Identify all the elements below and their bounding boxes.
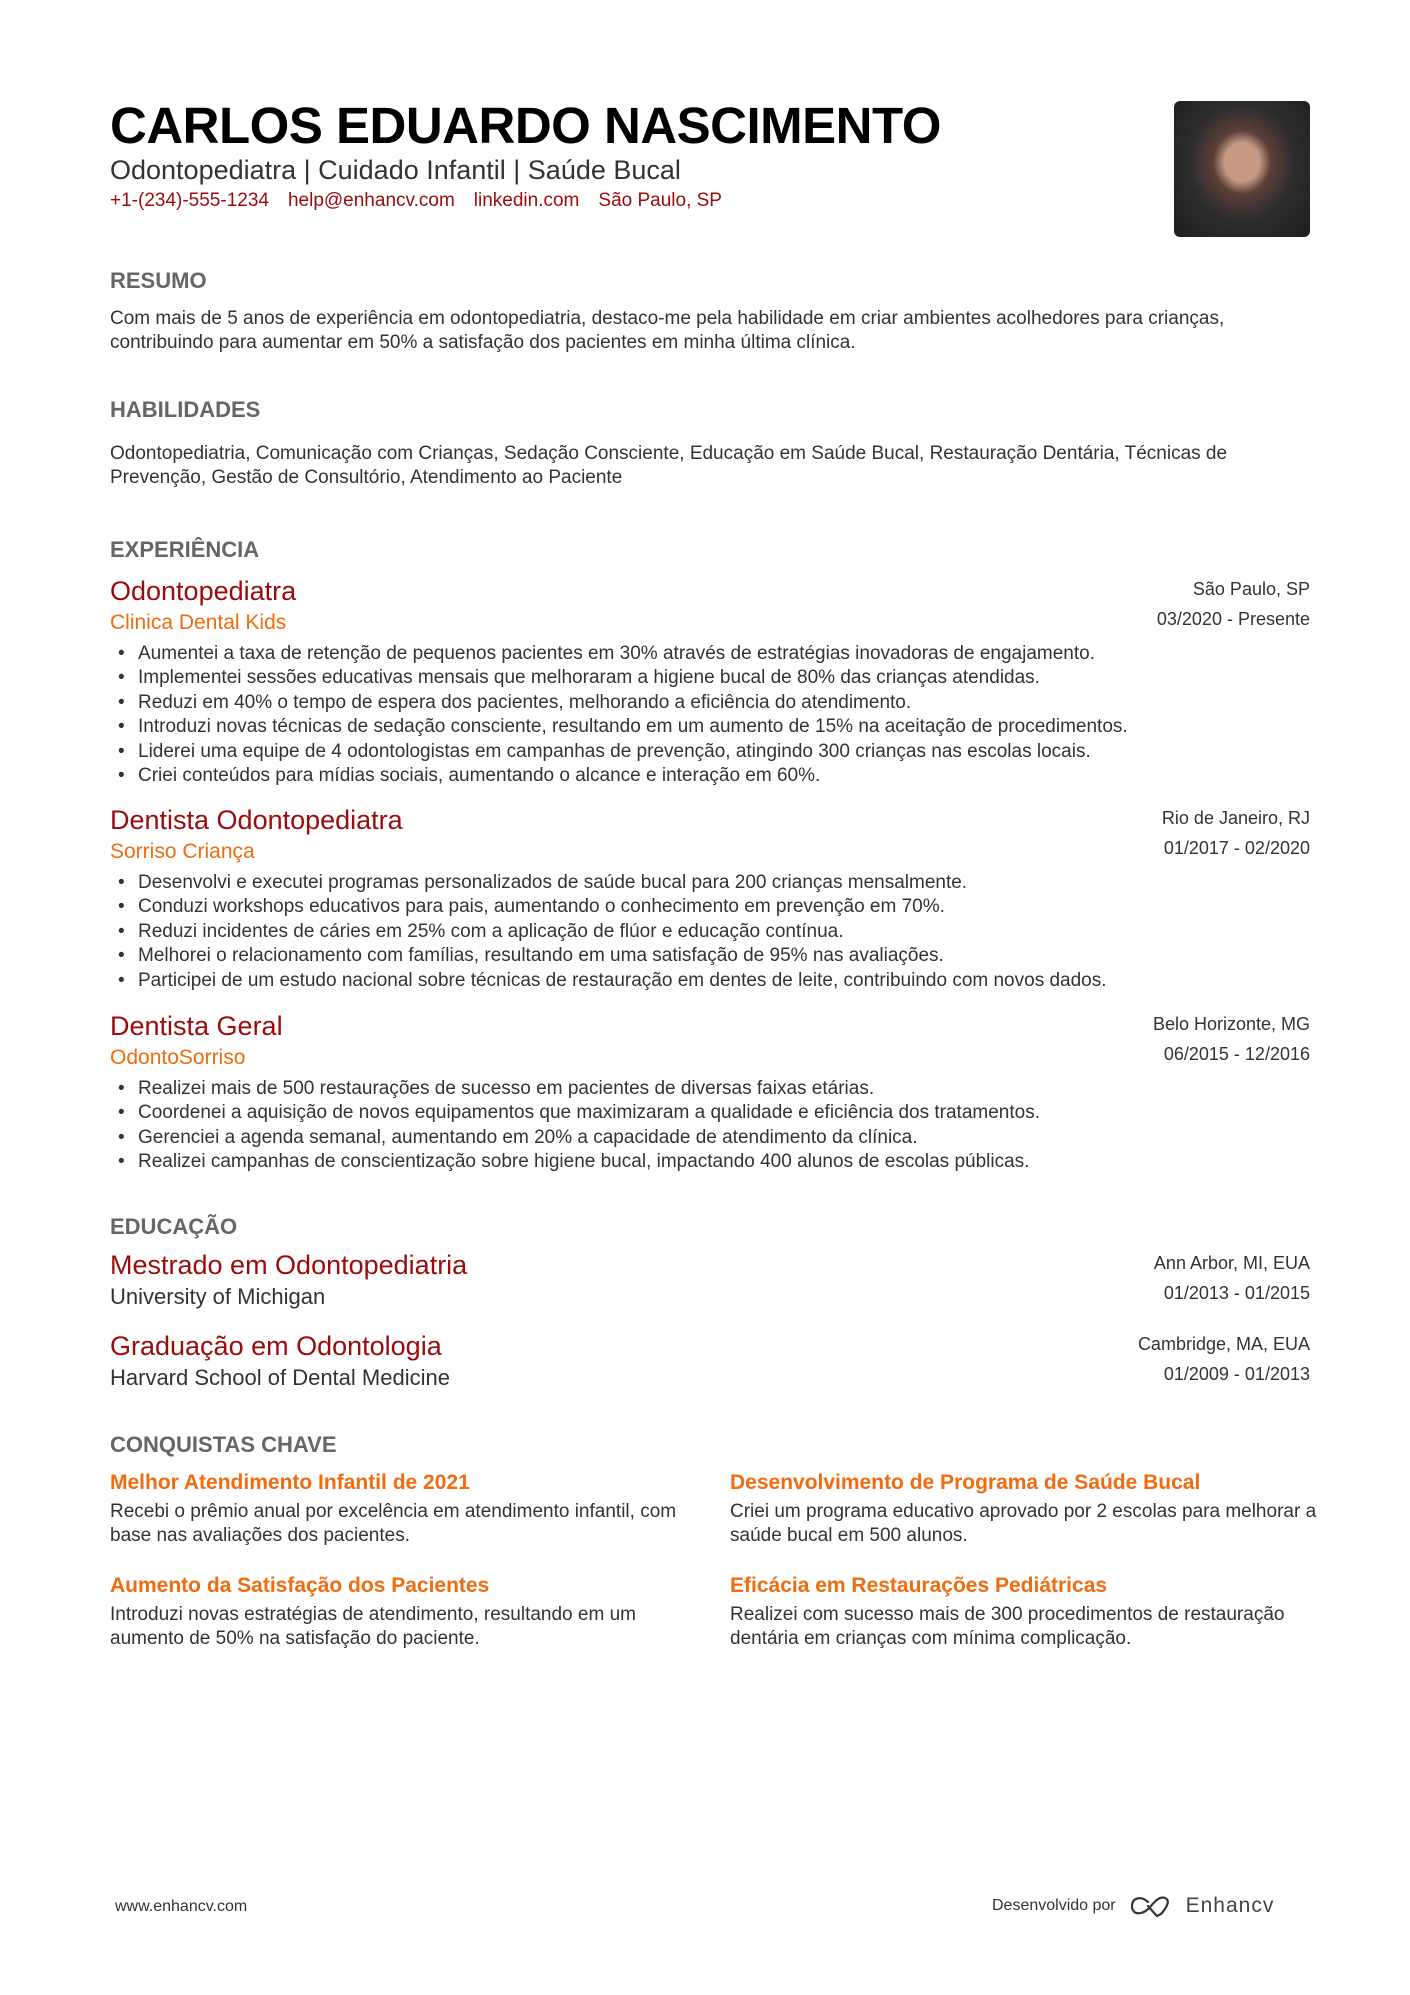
enhancv-logo-icon	[1128, 1894, 1174, 1918]
bullet: • Participei de um estudo nacional sobre técnicas de restauração em dentes de leite, contribuindo com novos dados.	[110, 969, 1310, 993]
job-bullets	[110, 642, 1310, 788]
profile-photo	[1174, 101, 1310, 237]
achievement	[730, 1468, 1330, 1549]
achievement	[730, 1571, 1330, 1652]
bullet: • Criei conteúdos para mídias sociais, aumentando o alcance e interação em 60%.	[110, 764, 1310, 788]
candidate-name: CARLOS EDUARDO NASCIMENTO	[110, 97, 941, 154]
bullet: • Realizei mais de 500 restaurações de sucesso em pacientes de diversas faixas etárias.	[110, 1077, 1310, 1101]
section-title-education: EDUCAÇÃO	[110, 1214, 238, 1239]
job-title: Dentista Odontopediatra	[110, 805, 403, 835]
job-entry	[110, 574, 1310, 788]
phone[interactable]: +1-(234)-555-1234	[110, 190, 269, 211]
job-location: Belo Horizonte, MG	[1152, 1014, 1310, 1034]
linkedin[interactable]: linkedin.com	[473, 190, 580, 211]
job-dates: 01/2017 - 02/2020	[1163, 838, 1310, 858]
contact-info	[110, 190, 722, 212]
bullet: • Reduzi em 40% o tempo de espera dos pacientes, melhorando a eficiência do atendimento.	[110, 691, 1310, 715]
job-title: Odontopediatra	[110, 576, 297, 606]
job-entry	[110, 1009, 1310, 1175]
bullet: • Implementei sessões educativas mensais que melhoraram a higiene bucal de 80% das crianças atendidas.	[110, 666, 1310, 690]
achievement-title: Desenvolvimento de Programa de Saúde Bucal	[730, 1471, 1201, 1494]
job-bullets	[110, 1077, 1310, 1175]
job-bullets	[110, 871, 1310, 993]
bullet: • Gerenciei a agenda semanal, aumentando em 20% a capacidade de atendimento da clínica.	[110, 1126, 1310, 1150]
job-dates: 06/2015 - 12/2016	[1163, 1044, 1310, 1064]
job-entry	[110, 803, 1310, 993]
bullet: • Desenvolvi e executei programas personalizados de saúde bucal para 200 crianças mensalmente.	[110, 871, 1310, 895]
powered-by-label: Desenvolvido por	[992, 1897, 1116, 1914]
company: Clinica Dental Kids	[110, 611, 287, 634]
footer-branding	[992, 1894, 1274, 1918]
achievement-text: Recebi o prêmio anual por excelência em atendimento infantil, com base nas avaliações dos pacientes.	[110, 1501, 677, 1547]
achievement-text: Introduzi novas estratégias de atendimento, resultando em um aumento de 50% na satisfação do paciente.	[110, 1604, 636, 1650]
company: Sorriso Criança	[110, 840, 255, 863]
achievement-title: Aumento da Satisfação dos Pacientes	[110, 1574, 490, 1597]
job-location: Rio de Janeiro, RJ	[1161, 808, 1310, 828]
education-location: Ann Arbor, MI, EUA	[1153, 1253, 1310, 1273]
location: São Paulo, SP	[598, 190, 722, 211]
education-dates: 01/2013 - 01/2015	[1163, 1283, 1310, 1303]
education-dates: 01/2009 - 01/2013	[1163, 1364, 1310, 1384]
summary-text: Com mais de 5 anos de experiência em odontopediatria, destaco-me pela habilidade em criar ambientes acolhedores para crianças, contribuindo para aumentar em 50% a satisfação dos pacientes em minha última clínica.	[110, 308, 1225, 354]
achievement-text: Criei um programa educativo aprovado por 2 escolas para melhorar a saúde bucal em 500 alunos.	[730, 1501, 1317, 1547]
degree: Graduação em Odontologia	[110, 1331, 442, 1361]
achievement	[110, 1571, 710, 1652]
brand-name: Enhancv	[1185, 1894, 1275, 1917]
section-title-summary: RESUMO	[110, 268, 207, 293]
achievement-text: Realizei com sucesso mais de 300 procedimentos de restauração dentária em crianças com mínima complicação.	[730, 1604, 1285, 1650]
bullet: • Introduzi novas técnicas de sedação consciente, resultando em um aumento de 15% na aceitação de procedimentos.	[110, 715, 1310, 739]
email[interactable]: help@enhancv.com	[287, 190, 455, 211]
bullet: • Melhorei o relacionamento com famílias, resultando em uma satisfação de 95% nas avaliações.	[110, 944, 1310, 968]
education-entry	[110, 1329, 1310, 1393]
job-location: São Paulo, SP	[1192, 579, 1310, 599]
achievement-title: Eficácia em Restaurações Pediátricas	[730, 1574, 1108, 1597]
headline: Odontopediatra | Cuidado Infantil | Saúde Bucal	[110, 155, 681, 185]
job-title: Dentista Geral	[110, 1011, 283, 1041]
section-title-achievements: CONQUISTAS CHAVE	[110, 1432, 337, 1457]
bullet: • Liderei uma equipe de 4 odontologistas em campanhas de prevenção, atingindo 300 crianças nas escolas locais.	[110, 740, 1310, 764]
job-dates: 03/2020 - Presente	[1156, 609, 1310, 629]
achievement	[110, 1468, 710, 1549]
bullet: • Reduzi incidentes de cáries em 25% com a aplicação de flúor e educação contínua.	[110, 920, 1310, 944]
footer-website[interactable]: www.enhancv.com	[115, 1898, 248, 1915]
section-title-experience: EXPERIÊNCIA	[110, 537, 260, 562]
skills-text: Odontopediatria, Comunicação com Crianças, Sedação Consciente, Educação em Saúde Bucal, Restauração Dentária, Técnicas de Prevenção, Gestão de Consultório, Atendimento ao Paciente	[110, 443, 1228, 489]
bullet: • Aumentei a taxa de retenção de pequenos pacientes em 30% através de estratégias inovadoras de engajamento.	[110, 642, 1310, 666]
section-title-skills: HABILIDADES	[110, 397, 261, 422]
bullet: • Realizei campanhas de conscientização sobre higiene bucal, impactando 400 alunos de escolas públicas.	[110, 1150, 1310, 1174]
bullet: • Coordenei a aquisição de novos equipamentos que maximizaram a qualidade e eficiência dos tratamentos.	[110, 1101, 1310, 1125]
institution: Harvard School of Dental Medicine	[110, 1365, 450, 1390]
bullet: • Conduzi workshops educativos para pais, aumentando o conhecimento em prevenção em 70%.	[110, 895, 1310, 919]
degree: Mestrado em Odontopediatria	[110, 1250, 468, 1280]
achievement-title: Melhor Atendimento Infantil de 2021	[110, 1471, 470, 1494]
institution: University of Michigan	[110, 1284, 326, 1309]
company: OdontoSorriso	[110, 1046, 246, 1069]
education-entry	[110, 1248, 1310, 1312]
education-location: Cambridge, MA, EUA	[1137, 1334, 1310, 1354]
